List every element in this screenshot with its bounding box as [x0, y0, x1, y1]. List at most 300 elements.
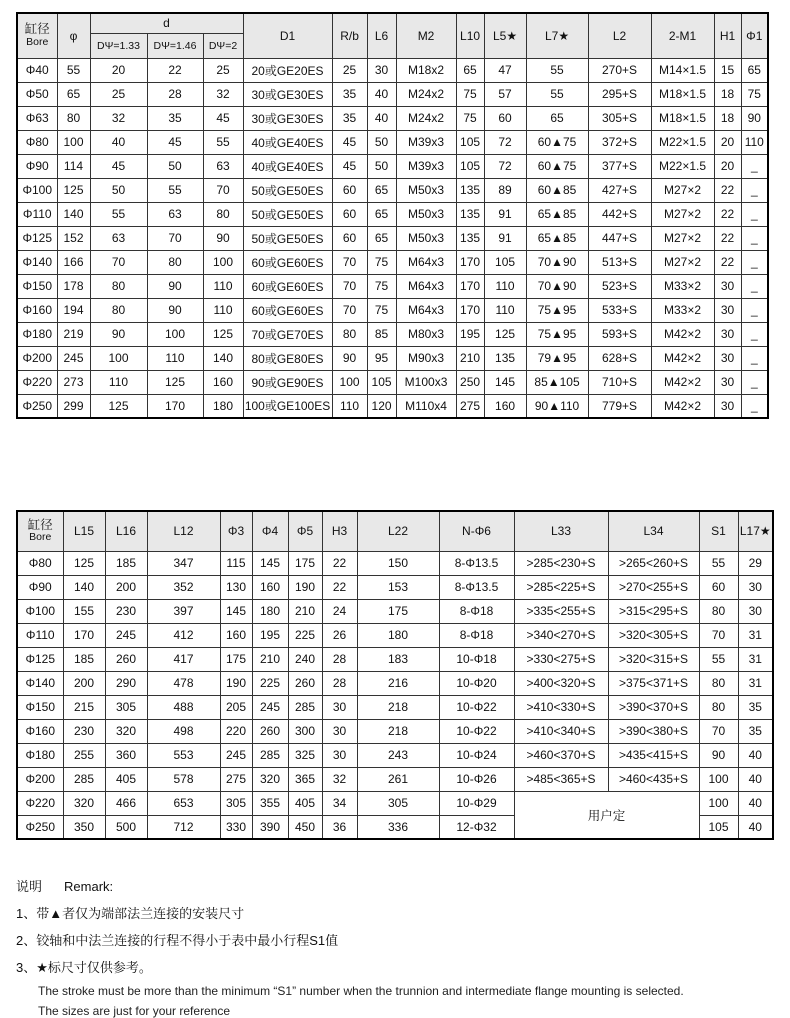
- cell: >285<225+S: [514, 575, 608, 599]
- cell: 220: [220, 719, 252, 743]
- cell: M64x3: [396, 298, 456, 322]
- cell: 60▲75: [526, 130, 588, 154]
- cell: 89: [484, 178, 526, 202]
- cell: M22×1.5: [651, 130, 714, 154]
- cell: 55: [57, 58, 90, 82]
- header-m2: M2: [396, 13, 456, 58]
- cell: 230: [105, 599, 147, 623]
- header-d-psi-146: DΨ=1.46: [147, 33, 203, 58]
- header2-l16: L16: [105, 511, 147, 551]
- cell: 160: [252, 575, 288, 599]
- cell: 45: [332, 154, 367, 178]
- cell: 30或GE30ES: [243, 82, 332, 106]
- cell: 65: [526, 106, 588, 130]
- cell: 75: [456, 106, 484, 130]
- cell: >390<380+S: [608, 719, 699, 743]
- cell: 125: [57, 178, 90, 202]
- cell: 488: [147, 695, 220, 719]
- cell: 60: [332, 202, 367, 226]
- cell: 178: [57, 274, 90, 298]
- bore-cell: Φ125: [17, 647, 63, 671]
- cell: M33×2: [651, 298, 714, 322]
- bore-cell: Φ200: [17, 346, 57, 370]
- cell: 210: [288, 599, 322, 623]
- cell: 100: [147, 322, 203, 346]
- cell: 110: [484, 298, 526, 322]
- cell: 500: [105, 815, 147, 839]
- cell: 25: [332, 58, 367, 82]
- table-row: [17, 346, 768, 370]
- bore-cell: Φ63: [17, 106, 57, 130]
- cell: 110: [203, 298, 243, 322]
- cell: >335<255+S: [514, 599, 608, 623]
- header-h1: H1: [714, 13, 741, 58]
- cell: 100: [90, 346, 147, 370]
- cell: 115: [220, 551, 252, 575]
- cell: M39x3: [396, 130, 456, 154]
- cell: 170: [456, 274, 484, 298]
- cell: 100: [699, 767, 738, 791]
- cell: 63: [203, 154, 243, 178]
- cell: 210: [456, 346, 484, 370]
- bore-cell: Φ160: [17, 298, 57, 322]
- cell: 390: [252, 815, 288, 839]
- header-bore-zh: 缸径: [24, 22, 50, 37]
- cell: 40或GE40ES: [243, 130, 332, 154]
- cell: 40: [90, 130, 147, 154]
- cell: 195: [252, 623, 288, 647]
- cell: 22: [322, 575, 357, 599]
- bore-cell: Φ200: [17, 767, 63, 791]
- header2-nphi6: N-Φ6: [439, 511, 514, 551]
- cell: 240: [288, 647, 322, 671]
- cell: 513+S: [588, 250, 651, 274]
- cell: 40: [738, 791, 773, 815]
- cell: 55: [699, 647, 738, 671]
- table-row: [17, 551, 773, 575]
- cell: 105: [456, 154, 484, 178]
- cell: 30: [714, 274, 741, 298]
- bore-cell: Φ80: [17, 130, 57, 154]
- cell: 34: [322, 791, 357, 815]
- cell: M42×2: [651, 346, 714, 370]
- cell: 175: [220, 647, 252, 671]
- cell: 135: [456, 226, 484, 250]
- cell: 30: [714, 346, 741, 370]
- cell: 190: [288, 575, 322, 599]
- cell: 417: [147, 647, 220, 671]
- cell: M42×2: [651, 370, 714, 394]
- cell: 155: [63, 599, 105, 623]
- cell: 80: [699, 599, 738, 623]
- remarks-title-zh: 说明: [16, 879, 43, 894]
- header-d-psi-133: DΨ=1.33: [90, 33, 147, 58]
- table-row: [17, 791, 773, 815]
- cell: 36: [322, 815, 357, 839]
- cell: 145: [484, 370, 526, 394]
- cell: 10-Φ26: [439, 767, 514, 791]
- cell: 260: [105, 647, 147, 671]
- cell: 75: [741, 82, 768, 106]
- cell: 397: [147, 599, 220, 623]
- cell: 47: [484, 58, 526, 82]
- cell: 55: [526, 58, 588, 82]
- cell: M42×2: [651, 394, 714, 418]
- cell: 200: [105, 575, 147, 599]
- cell: >410<330+S: [514, 695, 608, 719]
- table-row: [17, 695, 773, 719]
- cell: 225: [288, 623, 322, 647]
- cell: 523+S: [588, 274, 651, 298]
- bore-cell: Φ140: [17, 671, 63, 695]
- cell: 65▲85: [526, 202, 588, 226]
- header-l7: L7★: [526, 13, 588, 58]
- cell: 125: [90, 394, 147, 418]
- cell: 120: [367, 394, 396, 418]
- cell: 255: [63, 743, 105, 767]
- cell: 80: [699, 671, 738, 695]
- cell: 70▲90: [526, 250, 588, 274]
- cell: 85: [367, 322, 396, 346]
- cell: 336: [357, 815, 439, 839]
- cell: 45: [332, 130, 367, 154]
- header2-bore-en: Bore: [29, 531, 52, 544]
- cell: 450: [288, 815, 322, 839]
- cell: 305: [220, 791, 252, 815]
- cell: 65: [367, 178, 396, 202]
- bore-cell: Φ110: [17, 202, 57, 226]
- cell: 140: [203, 346, 243, 370]
- cell: 50或GE50ES: [243, 178, 332, 202]
- cell: 285: [288, 695, 322, 719]
- cell: 352: [147, 575, 220, 599]
- cell: 300: [288, 719, 322, 743]
- bore-cell: Φ90: [17, 575, 63, 599]
- cell: 55: [147, 178, 203, 202]
- cell: 100: [57, 130, 90, 154]
- cell: 230: [63, 719, 105, 743]
- cell: 170: [63, 623, 105, 647]
- cell: 10-Φ20: [439, 671, 514, 695]
- table-row: [17, 250, 768, 274]
- cell: 185: [105, 551, 147, 575]
- cell: _: [741, 394, 768, 418]
- table-row: [17, 178, 768, 202]
- cell: 40: [367, 82, 396, 106]
- cell: 25: [203, 58, 243, 82]
- cell: 22: [714, 178, 741, 202]
- cell: 405: [105, 767, 147, 791]
- cell: 28: [322, 671, 357, 695]
- cell: 219: [57, 322, 90, 346]
- cell: 40: [738, 743, 773, 767]
- cell: 653: [147, 791, 220, 815]
- cell: 273: [57, 370, 90, 394]
- cell: 320: [252, 767, 288, 791]
- cell: M18×1.5: [651, 106, 714, 130]
- header-d1: D1: [243, 13, 332, 58]
- bore-cell: Φ160: [17, 719, 63, 743]
- cell: M27×2: [651, 226, 714, 250]
- dimension-table-1: [16, 12, 769, 419]
- cell: 60或GE60ES: [243, 274, 332, 298]
- cell: 100: [203, 250, 243, 274]
- cell: 63: [90, 226, 147, 250]
- cell: 442+S: [588, 202, 651, 226]
- cell: 200: [63, 671, 105, 695]
- cell: 593+S: [588, 322, 651, 346]
- cell: 347: [147, 551, 220, 575]
- cell: _: [741, 250, 768, 274]
- cell: 35: [738, 695, 773, 719]
- cell: >485<365+S: [514, 767, 608, 791]
- cell: 185: [63, 647, 105, 671]
- cell: 275: [456, 394, 484, 418]
- cell: 377+S: [588, 154, 651, 178]
- table-row: [17, 370, 768, 394]
- cell: 135: [456, 178, 484, 202]
- bore-cell: Φ180: [17, 743, 63, 767]
- cell: 90: [147, 298, 203, 322]
- cell: 22: [322, 551, 357, 575]
- cell: 80: [147, 250, 203, 274]
- cell: 75: [367, 250, 396, 274]
- bore-cell: Φ220: [17, 791, 63, 815]
- cell: M50x3: [396, 178, 456, 202]
- cell: 35: [738, 719, 773, 743]
- cell: 50: [367, 154, 396, 178]
- cell: 20: [714, 154, 741, 178]
- cell: 160: [220, 623, 252, 647]
- cell: 80: [90, 298, 147, 322]
- table-row: [17, 202, 768, 226]
- table-row: [17, 394, 768, 418]
- cell: 70: [203, 178, 243, 202]
- cell: 91: [484, 226, 526, 250]
- cell: >265<260+S: [608, 551, 699, 575]
- cell: M18x2: [396, 58, 456, 82]
- cell: 60▲85: [526, 178, 588, 202]
- cell: M27×2: [651, 178, 714, 202]
- cell: 205: [220, 695, 252, 719]
- cell: 8-Φ13.5: [439, 551, 514, 575]
- cell: 12-Φ32: [439, 815, 514, 839]
- table-row: [17, 647, 773, 671]
- table-row: [17, 743, 773, 767]
- cell: 50或GE50ES: [243, 202, 332, 226]
- cell: 25: [90, 82, 147, 106]
- bore-cell: Φ150: [17, 274, 57, 298]
- cell: 305: [105, 695, 147, 719]
- cell: 110: [741, 130, 768, 154]
- table-row: [17, 82, 768, 106]
- cell: M27×2: [651, 202, 714, 226]
- cell: 65: [456, 58, 484, 82]
- cell: 166: [57, 250, 90, 274]
- header-phi: φ: [57, 13, 90, 58]
- cell: 110: [484, 274, 526, 298]
- remarks-title: [16, 876, 790, 895]
- cell: 170: [147, 394, 203, 418]
- cell: 320: [105, 719, 147, 743]
- cell: 24: [322, 599, 357, 623]
- cell: 95: [367, 346, 396, 370]
- bore-cell: Φ40: [17, 58, 57, 82]
- cell: _: [741, 202, 768, 226]
- cell: 50: [90, 178, 147, 202]
- cell: _: [741, 226, 768, 250]
- cell: 30: [738, 575, 773, 599]
- cell: 75▲95: [526, 322, 588, 346]
- header2-h3: H3: [322, 511, 357, 551]
- cell: 60▲75: [526, 154, 588, 178]
- cell: 140: [57, 202, 90, 226]
- cell: 31: [738, 671, 773, 695]
- header2-l15: L15: [63, 511, 105, 551]
- cell: 70: [699, 623, 738, 647]
- cell: 80: [332, 322, 367, 346]
- cell: 533+S: [588, 298, 651, 322]
- cell: 22: [147, 58, 203, 82]
- cell: 628+S: [588, 346, 651, 370]
- cell: 295+S: [588, 82, 651, 106]
- cell: 72: [484, 154, 526, 178]
- cell: 40: [738, 767, 773, 791]
- cell: 225: [252, 671, 288, 695]
- header-bore-en: Bore: [26, 35, 49, 48]
- cell: 216: [357, 671, 439, 695]
- cell: 125: [203, 322, 243, 346]
- cell: 779+S: [588, 394, 651, 418]
- cell: 299: [57, 394, 90, 418]
- bore-cell: Φ100: [17, 178, 57, 202]
- cell: 100: [332, 370, 367, 394]
- cell: 218: [357, 695, 439, 719]
- header2-l34: L34: [608, 511, 699, 551]
- cell: M33×2: [651, 274, 714, 298]
- cell: 105: [484, 250, 526, 274]
- cell: 100或GE100ES: [243, 394, 332, 418]
- header2-phi4: Φ4: [252, 511, 288, 551]
- cell: 50: [147, 154, 203, 178]
- cell: M64x3: [396, 274, 456, 298]
- cell: M50x3: [396, 226, 456, 250]
- cell: 90▲110: [526, 394, 588, 418]
- cell: 55: [699, 551, 738, 575]
- cell: 20: [714, 130, 741, 154]
- cell: 218: [357, 719, 439, 743]
- cell: 190: [220, 671, 252, 695]
- header-bore: [17, 13, 57, 58]
- cell: 305: [357, 791, 439, 815]
- bore-cell: Φ220: [17, 370, 57, 394]
- cell: 100: [699, 791, 738, 815]
- cell: 243: [357, 743, 439, 767]
- bore-cell: Φ90: [17, 154, 57, 178]
- cell: >390<370+S: [608, 695, 699, 719]
- cell: 578: [147, 767, 220, 791]
- cell: 91: [484, 202, 526, 226]
- bore-cell: Φ180: [17, 322, 57, 346]
- cell: 80: [90, 274, 147, 298]
- cell: 10-Φ29: [439, 791, 514, 815]
- cell: 275: [220, 767, 252, 791]
- cell: M42×2: [651, 322, 714, 346]
- cell: 30: [738, 599, 773, 623]
- cell: 70或GE70ES: [243, 322, 332, 346]
- cell: 65: [367, 202, 396, 226]
- cell: 360: [105, 743, 147, 767]
- cell: 80: [57, 106, 90, 130]
- dimension-table-2: [16, 510, 774, 840]
- cell: _: [741, 154, 768, 178]
- header-l10: L10: [456, 13, 484, 58]
- cell: 31: [738, 623, 773, 647]
- cell: 320: [63, 791, 105, 815]
- cell: 427+S: [588, 178, 651, 202]
- cell: 75: [456, 82, 484, 106]
- cell: 60: [332, 178, 367, 202]
- cell: 85▲105: [526, 370, 588, 394]
- cell: 60: [699, 575, 738, 599]
- cell: 30: [367, 58, 396, 82]
- header-l6: L6: [367, 13, 396, 58]
- cell: 245: [105, 623, 147, 647]
- header2-s1: S1: [699, 511, 738, 551]
- remark-item-3: 3、★标尺寸仅供参考。: [16, 960, 152, 975]
- cell: 63: [147, 202, 203, 226]
- remarks-title-en: Remark:: [64, 879, 114, 894]
- cell: 57: [484, 82, 526, 106]
- cell: 285: [252, 743, 288, 767]
- cell: 30: [714, 298, 741, 322]
- header-rb: R/b: [332, 13, 367, 58]
- cell: _: [741, 346, 768, 370]
- cell: 45: [90, 154, 147, 178]
- cell: 478: [147, 671, 220, 695]
- cell: 325: [288, 743, 322, 767]
- cell: 90: [332, 346, 367, 370]
- cell: 285: [63, 767, 105, 791]
- cell: M110x4: [396, 394, 456, 418]
- cell: 110: [332, 394, 367, 418]
- cell: 8-Φ18: [439, 623, 514, 647]
- cell: M39x3: [396, 154, 456, 178]
- bore-cell: Φ150: [17, 695, 63, 719]
- cell: 65: [367, 226, 396, 250]
- cell: >320<305+S: [608, 623, 699, 647]
- header-l5: L5★: [484, 13, 526, 58]
- header-2m1: 2-M1: [651, 13, 714, 58]
- cell: 65▲85: [526, 226, 588, 250]
- cell: 180: [252, 599, 288, 623]
- cell: 32: [90, 106, 147, 130]
- cell: 18: [714, 106, 741, 130]
- bore-cell: Φ110: [17, 623, 63, 647]
- cell: >330<275+S: [514, 647, 608, 671]
- cell: 260: [252, 719, 288, 743]
- cell: 135: [456, 202, 484, 226]
- cell: 79▲95: [526, 346, 588, 370]
- cell: 26: [322, 623, 357, 647]
- cell: 710+S: [588, 370, 651, 394]
- cell: 170: [456, 298, 484, 322]
- cell: >285<230+S: [514, 551, 608, 575]
- cell: 30: [714, 394, 741, 418]
- cell: _: [741, 370, 768, 394]
- cell: 90: [147, 274, 203, 298]
- table-row: [17, 58, 768, 82]
